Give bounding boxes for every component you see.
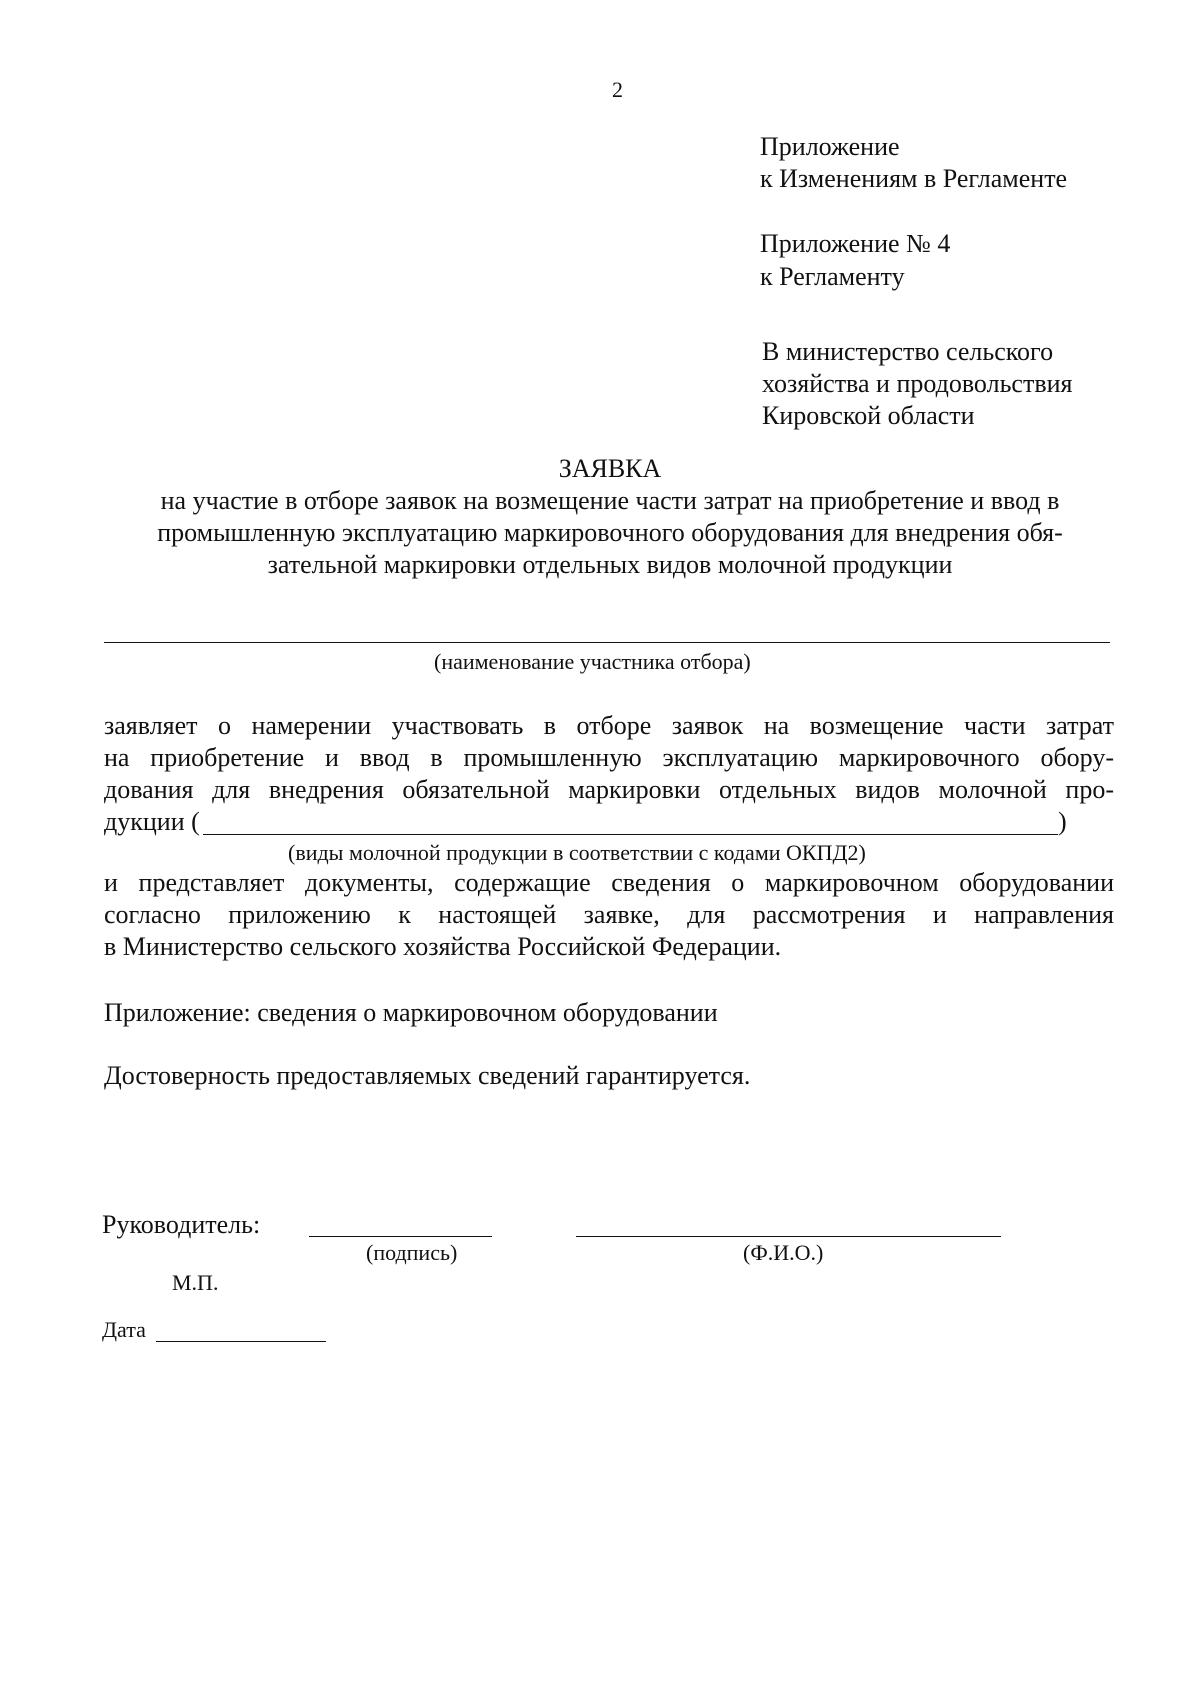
guarantee-text: Достоверность предоставляемых сведений гарантируется. xyxy=(104,1061,751,1090)
stamp-label: М.П. xyxy=(172,1270,219,1295)
signature-caption: (подпись) xyxy=(366,1240,458,1265)
title-line-3: зательной маркировки отдельных видов молочной продукции xyxy=(267,550,953,579)
products-caption: (виды молочной продукции в соответствии с кодами ОКПД2) xyxy=(288,840,866,865)
addressee-line-3: Кировской области xyxy=(762,401,975,430)
title-heading: ЗАЯВКА xyxy=(558,454,662,483)
products-line[interactable] xyxy=(203,834,1058,835)
full-name-caption: (Ф.И.О.) xyxy=(743,1240,824,1265)
page-number: 2 xyxy=(612,77,623,102)
attachment-text: Приложение: сведения о маркировочном оборудовании xyxy=(104,998,718,1027)
body-line-3: дования для внедрения обязательной маркировки отдельных видов молочной про- xyxy=(104,775,1114,804)
body-line-2: на приобретение и ввод в промышленную эксплуатацию маркировочного обору- xyxy=(104,743,1114,772)
title-line-2: промышленную эксплуатацию маркировочного оборудования для внедрения обя- xyxy=(157,518,1063,547)
appendix-line-1: Приложение xyxy=(760,132,900,161)
body-line-4-start: дукции ( xyxy=(104,807,200,836)
appendix4-line-1: Приложение № 4 xyxy=(760,229,951,258)
appendix-line-2: к Изменениям в Регламенте xyxy=(760,164,1068,193)
body-line-6: согласно приложению к настоящей заявке, для рассмотрения и направления xyxy=(104,900,1114,929)
participant-name-line[interactable] xyxy=(104,642,1110,643)
appendix4-line-2: к Регламенту xyxy=(760,262,905,291)
body-line-4-end: ) xyxy=(1058,807,1067,836)
date-label: Дата xyxy=(102,1317,146,1342)
head-label: Руководитель: xyxy=(102,1210,261,1239)
participant-caption: (наименование участника отбора) xyxy=(434,649,751,674)
body-line-1: заявляет о намерении участвовать в отборе заявок на возмещение части затрат xyxy=(104,711,1114,740)
addressee-line-1: В министерство сельского xyxy=(762,337,1054,366)
addressee-line-2: хозяйства и продовольствия xyxy=(762,369,1073,398)
body-line-7: в Министерство сельского хозяйства Российской Федерации. xyxy=(104,932,782,961)
date-line[interactable] xyxy=(156,1341,326,1342)
full-name-line[interactable] xyxy=(576,1236,1001,1237)
body-line-5: и представляет документы, содержащие сведения о маркировочном оборудовании xyxy=(104,868,1114,897)
title-line-1: на участие в отборе заявок на возмещение части затрат на приобретение и ввод в xyxy=(160,486,1060,515)
signature-line[interactable] xyxy=(309,1236,492,1237)
